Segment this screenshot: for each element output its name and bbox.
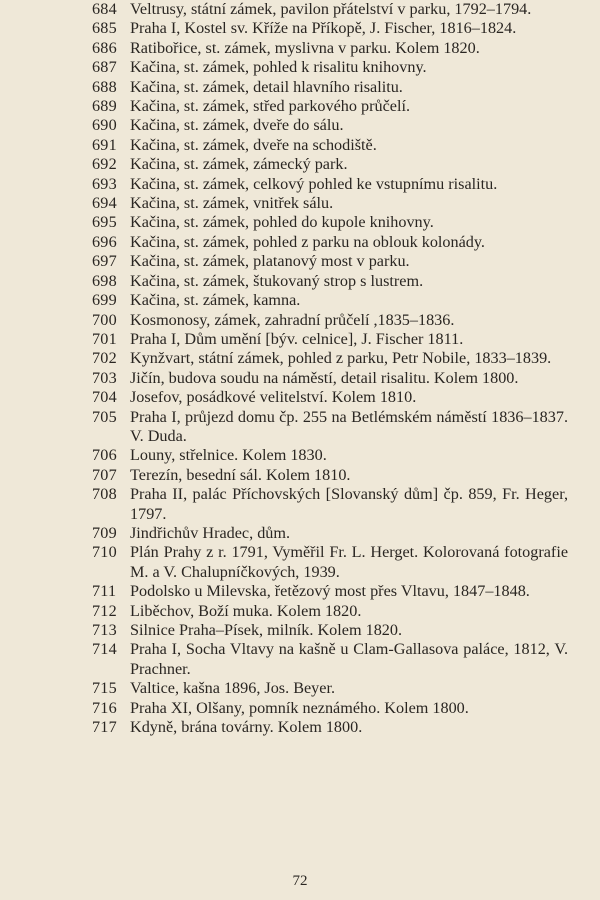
entry-text: Kačina, st. zámek, zámecký park.	[130, 155, 348, 174]
list-item	[92, 524, 568, 543]
entry-text: Louny, střelnice. Kolem 1830.	[130, 446, 327, 465]
list-item	[92, 175, 568, 194]
entry-text: Kačina, st. zámek, detail hlavního risalitu.	[130, 77, 403, 96]
entry-number: 703	[92, 368, 117, 387]
entry-number: 694	[92, 194, 117, 213]
list-item	[92, 446, 568, 465]
entry-text: Kačina, st. zámek, vnitřek sálu.	[130, 194, 334, 213]
entry-number: 717	[92, 718, 117, 737]
list-item	[92, 582, 568, 601]
entry-number: 690	[92, 116, 117, 135]
entry-text: Kosmonosy, zámek, zahradní průčelí ,1835–1836.	[130, 310, 455, 329]
entry-number: 698	[92, 271, 117, 290]
list-item	[92, 621, 568, 640]
entry-number: 702	[92, 349, 117, 368]
entry-number: 714	[92, 640, 117, 659]
entry-number: 687	[92, 58, 117, 77]
list-item	[92, 252, 568, 271]
entry-text: Praha I, Dům umění [býv. celnice], J. Fischer 1811.	[130, 329, 464, 348]
entry-text: Praha XI, Olšany, pomník neznámého. Kolem 1800.	[130, 698, 469, 717]
list-item	[92, 19, 568, 38]
list-item	[92, 78, 568, 97]
list-item	[92, 699, 568, 718]
entry-number: 699	[92, 291, 117, 310]
entry-number: 684	[92, 0, 117, 18]
entry-number: 705	[92, 407, 117, 426]
entry-text: Veltrusy, státní zámek, pavilon přátelství v parku, 1792–1794.	[130, 0, 532, 18]
entry-text: Liběchov, Boží muka. Kolem 1820.	[130, 601, 362, 620]
entry-text: Kynžvart, státní zámek, pohled z parku, Petr Nobile, 1833–1839.	[130, 349, 552, 368]
entry-text: Kačina, st. zámek, dveře do sálu.	[130, 116, 344, 135]
list-item	[92, 0, 568, 19]
list-item	[92, 116, 568, 135]
entry-number: 685	[92, 19, 117, 38]
page-number: 72	[292, 873, 308, 889]
list-item	[92, 311, 568, 330]
entry-text: Plán Prahy z r. 1791, Vyměřil Fr. L. Herget. Kolorovaná fotografie M. a V. Chalupníčkových, 1939.	[130, 543, 568, 581]
entry-text: Praha II, palác Příchovských [Slovanský dům] čp. 859, Fr. Heger, 1797.	[130, 485, 568, 523]
list-item	[92, 291, 568, 310]
entry-number: 704	[92, 388, 117, 407]
entry-text: Kačina, st. zámek, štukovaný strop s lustrem.	[130, 271, 424, 290]
entry-text: Kdyně, brána továrny. Kolem 1800.	[130, 718, 363, 737]
entry-text: Kačina, st. zámek, pohled k risalitu knihovny.	[130, 58, 427, 77]
entry-number: 715	[92, 679, 117, 698]
list-item	[92, 58, 568, 77]
entry-text: Kačina, st. zámek, pohled z parku na oblouk kolonády.	[130, 232, 485, 251]
entry-number: 712	[92, 601, 117, 620]
entry-list	[92, 0, 568, 737]
entry-text: Kačina, st. zámek, kamna.	[130, 291, 301, 310]
entry-number: 708	[92, 485, 117, 504]
entry-text: Praha I, Socha Vltavy na kašně u Clam-Gallasova paláce, 1812, V. Prachner.	[130, 640, 568, 678]
list-item	[92, 330, 568, 349]
list-item	[92, 679, 568, 698]
list-item	[92, 97, 568, 116]
list-item	[92, 349, 568, 368]
entry-number: 700	[92, 310, 117, 329]
list-item	[92, 466, 568, 485]
entry-number: 716	[92, 698, 117, 717]
entry-text: Ratibořice, st. zámek, myslivna v parku. Kolem 1820.	[130, 38, 480, 57]
entry-number: 696	[92, 232, 117, 251]
list-item	[92, 194, 568, 213]
entry-text: Silnice Praha–Písek, milník. Kolem 1820.	[130, 621, 403, 639]
list-item	[92, 155, 568, 174]
list-item	[92, 136, 568, 155]
entry-text: Jičín, budova soudu na náměstí, detail risalitu. Kolem 1800.	[130, 368, 519, 387]
entry-number: 713	[92, 621, 117, 639]
entry-number: 709	[92, 523, 117, 542]
list-item	[92, 233, 568, 252]
entry-number: 707	[92, 465, 117, 484]
entry-text: Podolsko u Milevska, řetězový most přes Vltavu, 1847–1848.	[130, 582, 530, 601]
entry-number: 711	[92, 582, 117, 601]
entry-number: 710	[92, 543, 117, 562]
entry-text: Praha I, průjezd domu čp. 255 na Betlémském náměstí 1836–1837. V. Duda.	[130, 407, 568, 445]
entry-text: Josefov, posádkové velitelství. Kolem 1810.	[130, 388, 417, 407]
list-item	[92, 213, 568, 232]
entry-text: Kačina, st. zámek, celkový pohled ke vstupnímu risalitu.	[130, 174, 498, 193]
entry-number: 693	[92, 174, 117, 193]
list-item	[92, 39, 568, 58]
entry-text: Terezín, besední sál. Kolem 1810.	[130, 465, 351, 484]
list-item	[92, 369, 568, 388]
entry-text: Valtice, kašna 1896, Jos. Beyer.	[130, 679, 335, 698]
entry-text: Kačina, st. zámek, pohled do kupole knihovny.	[130, 213, 434, 232]
list-item	[92, 485, 568, 524]
list-item	[92, 718, 568, 737]
entry-number: 706	[92, 446, 117, 465]
entry-text: Kačina, st. zámek, střed parkového průčelí.	[130, 97, 411, 116]
entry-text: Jindřichův Hradec, dům.	[130, 523, 291, 542]
entry-number: 695	[92, 213, 117, 232]
entry-number: 689	[92, 97, 117, 116]
entry-number: 697	[92, 252, 117, 271]
list-item	[92, 640, 568, 679]
entry-text: Praha I, Kostel sv. Kříže na Příkopě, J. Fischer, 1816–1824.	[130, 19, 517, 38]
entry-text: Kačina, st. zámek, dveře na schodiště.	[130, 135, 377, 154]
entry-number: 688	[92, 77, 117, 96]
entry-number: 701	[92, 329, 117, 348]
list-item	[92, 408, 568, 447]
list-item	[92, 602, 568, 621]
list-item	[92, 272, 568, 291]
entry-number: 692	[92, 155, 117, 174]
entry-text: Kačina, st. zámek, platanový most v parku.	[130, 252, 410, 271]
entry-number: 691	[92, 135, 117, 154]
entry-number: 686	[92, 38, 117, 57]
list-item	[92, 388, 568, 407]
list-item	[92, 543, 568, 582]
